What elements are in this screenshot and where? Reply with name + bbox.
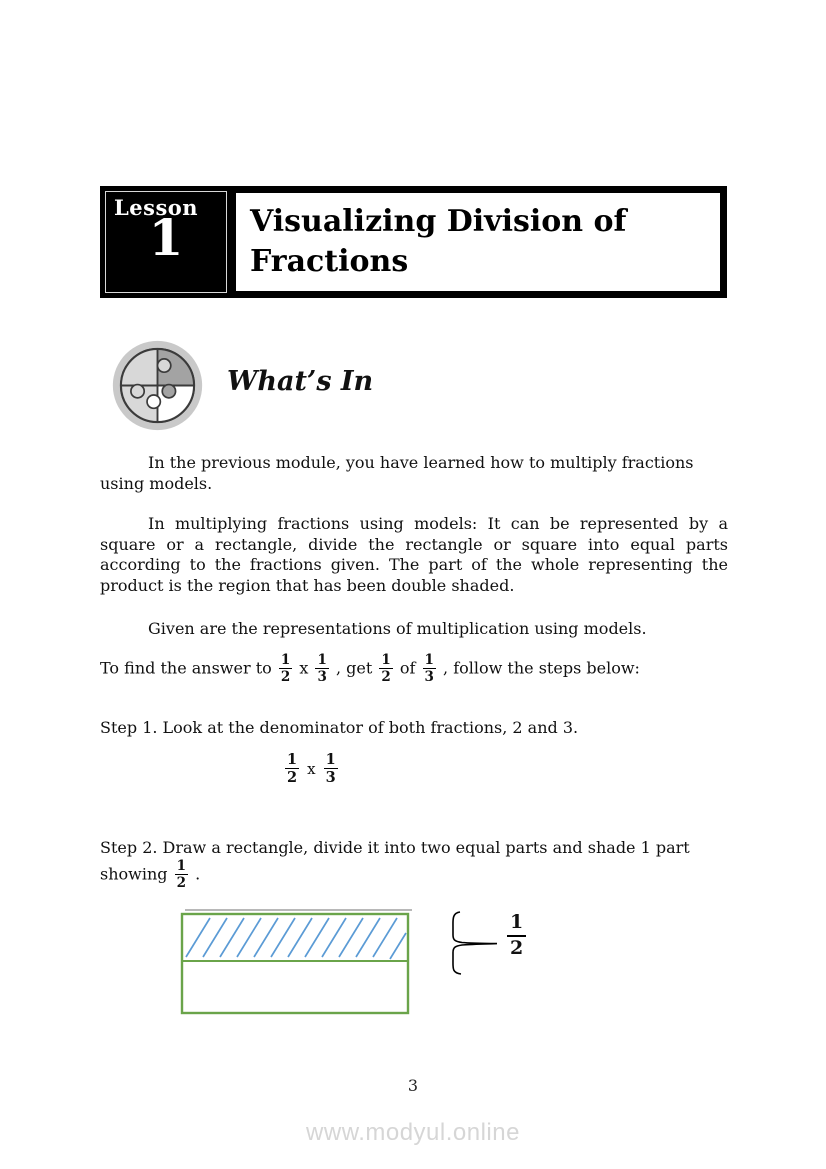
- step-2-text: [100, 838, 728, 890]
- hatch-lines: [186, 918, 406, 959]
- fraction-one-half: $\frac{1}{2}$: [176, 857, 187, 891]
- lesson-title-cell: [234, 191, 722, 293]
- page-number: 3: [407, 1076, 419, 1095]
- section-heading: What’s In: [227, 366, 374, 397]
- find-answer-text-2: , get: [335, 658, 373, 678]
- half-rectangle-diagram: [150, 898, 500, 1023]
- find-answer-text-1: To find the answer to: [100, 658, 272, 678]
- fraction-one-half: $\frac{1}{2}$: [381, 652, 391, 686]
- example-expression: [283, 752, 340, 786]
- times-sign: x: [307, 759, 316, 778]
- brace-pointer: [453, 912, 497, 974]
- fraction-one-third: $\frac{1}{3}$: [424, 652, 434, 686]
- step-2-period: .: [195, 863, 201, 883]
- fraction-one-half: $\frac{1}{2}$: [280, 652, 291, 686]
- lesson-title: Visualizing Division of Fractions: [250, 204, 627, 279]
- paragraph-multiplying-models: In multiplying fractions using models: It can be represented by a square or a rectangle, divide the rectangle or square into equal parts according to the fractions given. The part of the whole representing the product is the region that has been double shaded.: [100, 514, 728, 595]
- paragraph-previous-module: In the previous module, you have learned how to multiply fractions using models.: [100, 453, 694, 493]
- of-word: of: [399, 658, 416, 678]
- diagram-fraction-one-half: $\frac{1}{2}$: [507, 912, 526, 960]
- puzzle-icon: [109, 338, 206, 433]
- lesson-banner: [100, 186, 727, 298]
- find-answer-line: [100, 653, 728, 685]
- step-1-text: Step 1. Look at the denominator of both fractions, 2 and 3.: [100, 718, 579, 737]
- lesson-label: Lesson: [114, 195, 199, 220]
- watermark-text: www.modyul.online: [306, 1119, 520, 1146]
- times-sign: x: [299, 658, 309, 678]
- fraction-one-third: $\frac{1}{3}$: [325, 751, 336, 787]
- paragraph-given-representations: Given are the representations of multiplication using models.: [148, 619, 647, 638]
- step-2-sentence: Step 2. Draw a rectangle, divide it into two equal parts and shade 1 part showing: [100, 838, 690, 883]
- lesson-number-cell: [105, 191, 227, 293]
- fraction-one-third: $\frac{1}{3}$: [317, 652, 327, 686]
- lesson-number: 1: [148, 208, 184, 267]
- find-answer-text-3: , follow the steps below:: [443, 658, 640, 678]
- fraction-one-half: $\frac{1}{2}$: [287, 751, 298, 787]
